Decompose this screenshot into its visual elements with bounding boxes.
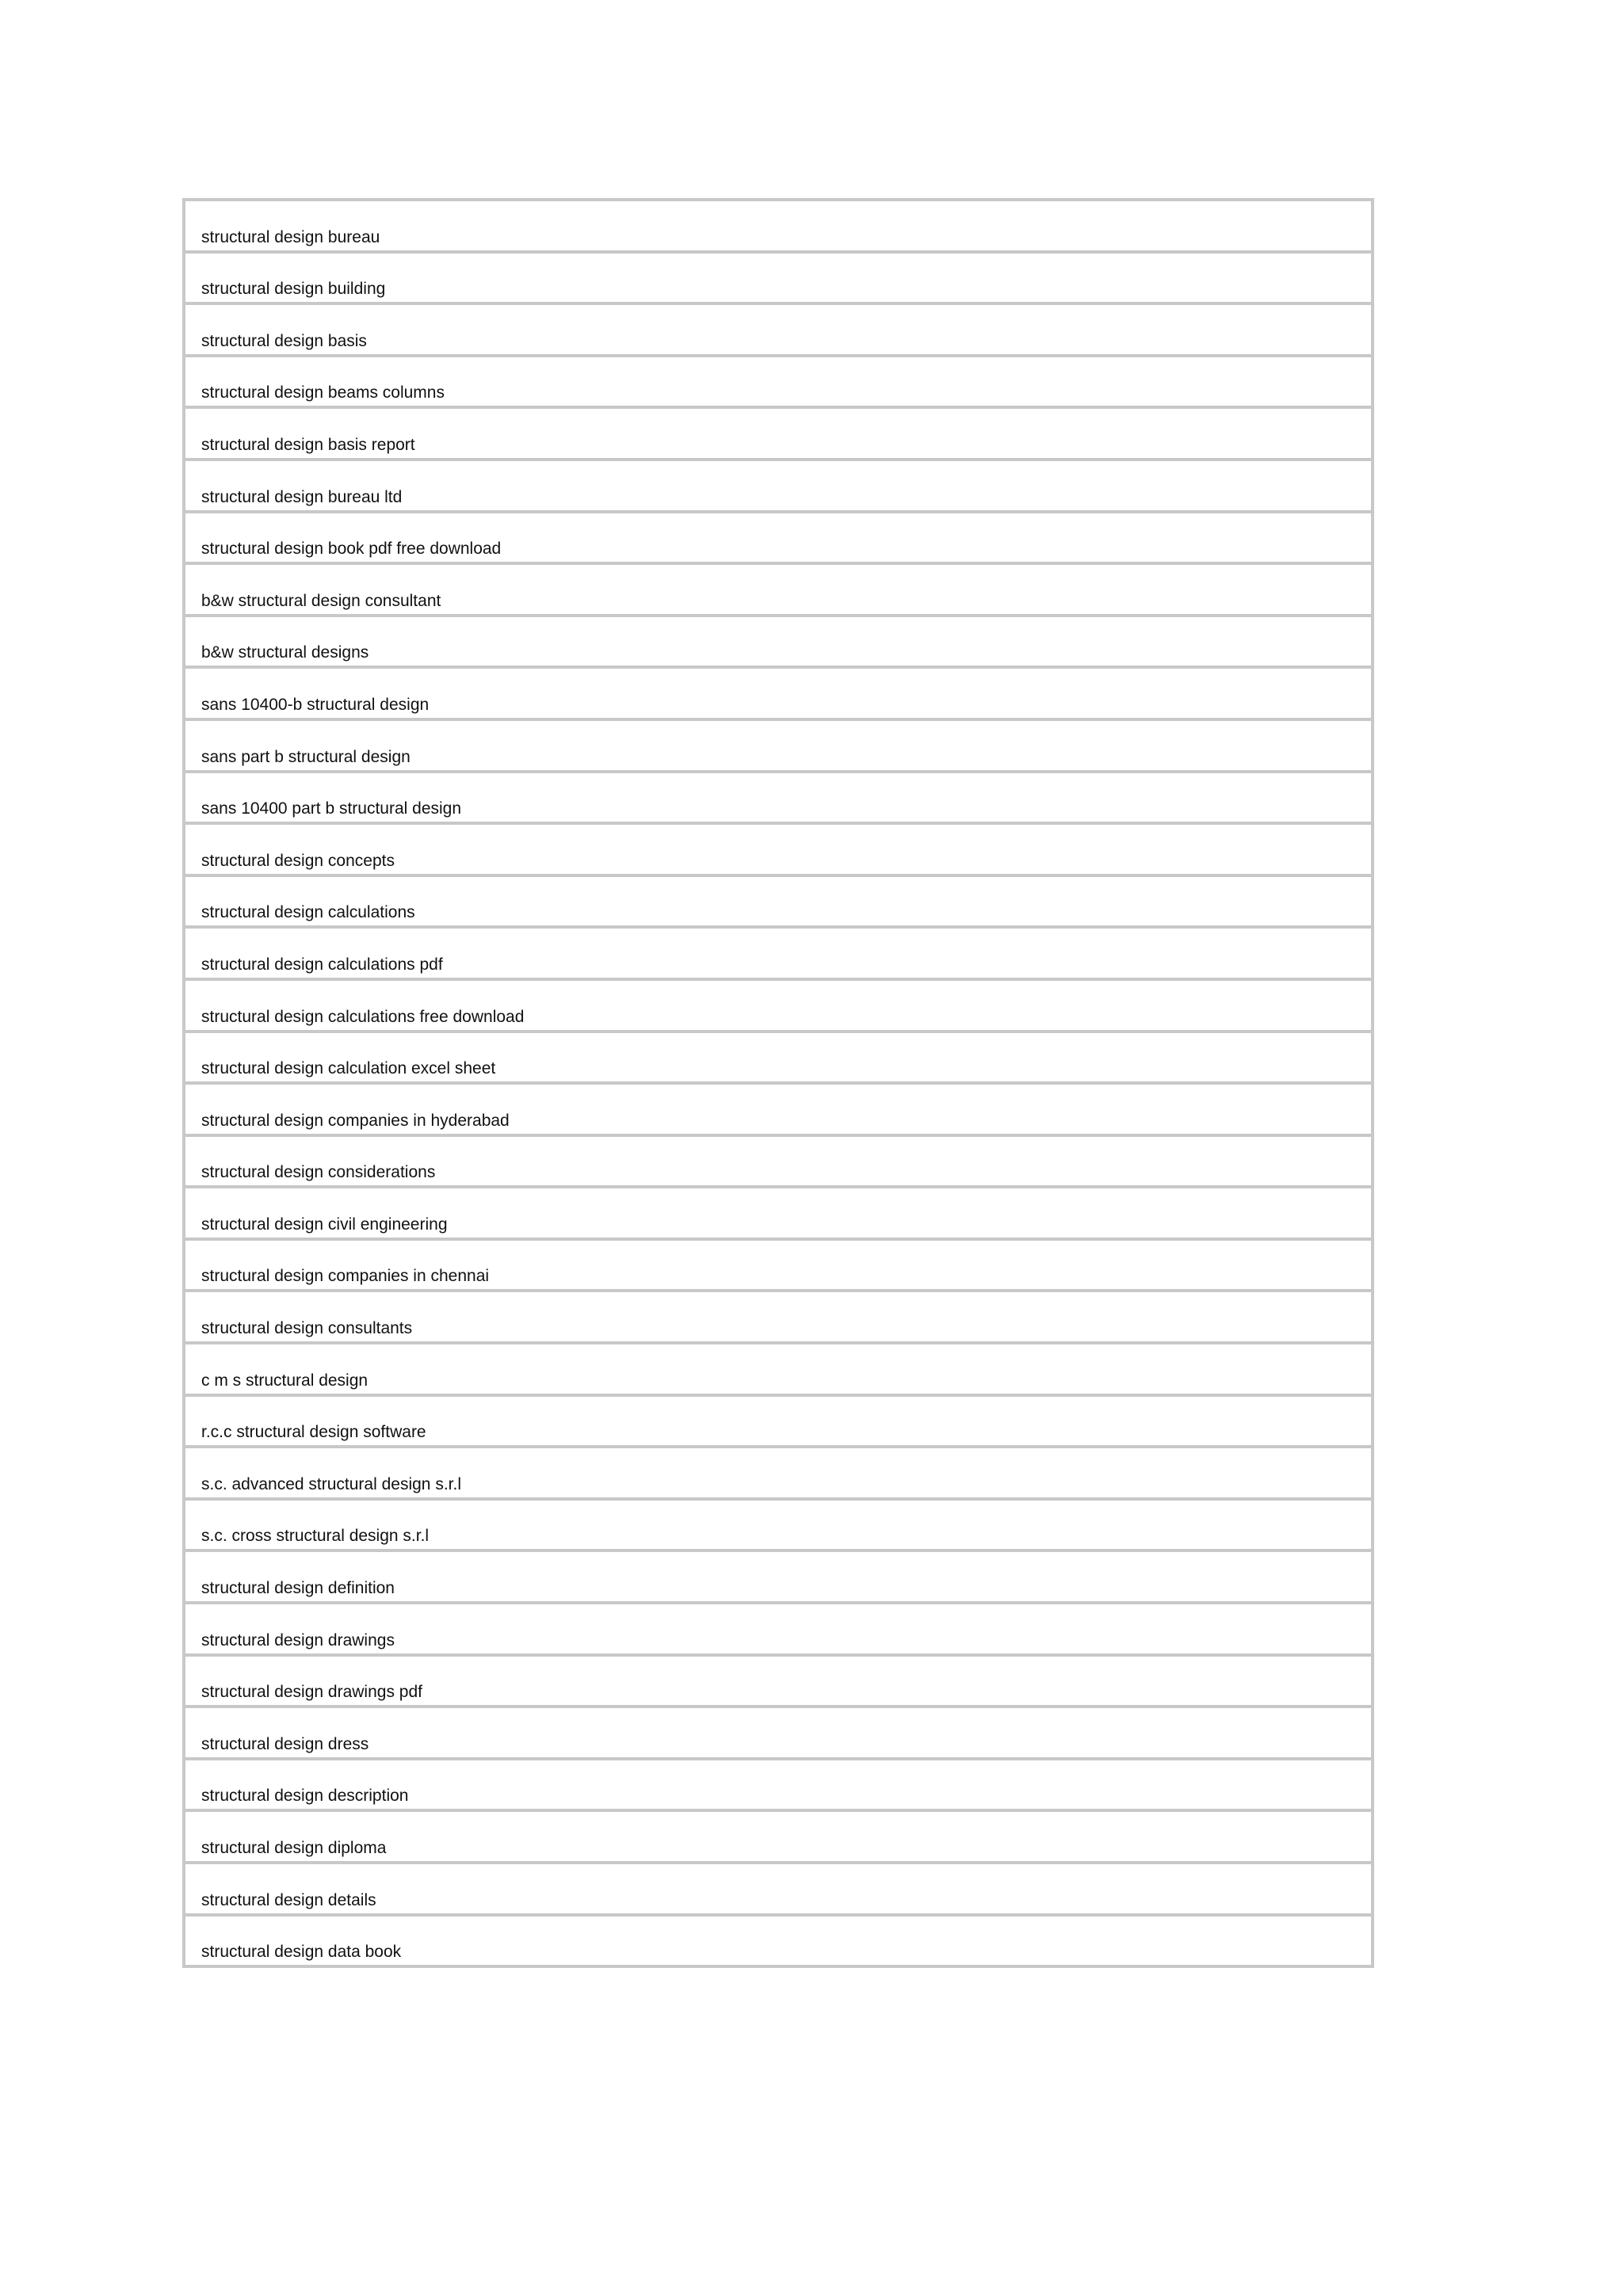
- keyword-cell: structural design drawings pdf: [184, 1655, 1373, 1707]
- table-row: [184, 1239, 1373, 1291]
- table-row: [184, 1135, 1373, 1188]
- table-row: [184, 407, 1373, 460]
- table-row: [184, 1759, 1373, 1811]
- keyword-cell: structural design calculations pdf: [184, 927, 1373, 979]
- table-row: [184, 772, 1373, 824]
- keyword-cell: sans 10400 part b structural design: [184, 772, 1373, 824]
- keyword-cell: structural design description: [184, 1759, 1373, 1811]
- keyword-cell: structural design calculations free download: [184, 979, 1373, 1032]
- keyword-cell: structural design details: [184, 1863, 1373, 1915]
- keyword-cell: r.c.c structural design software: [184, 1395, 1373, 1447]
- keyword-table: [182, 198, 1374, 1968]
- keyword-cell: c m s structural design: [184, 1343, 1373, 1395]
- table-row: [184, 1187, 1373, 1239]
- table-row: [184, 1863, 1373, 1915]
- keyword-cell: structural design basis report: [184, 407, 1373, 460]
- table-row: [184, 512, 1373, 564]
- table-row: [184, 875, 1373, 928]
- keyword-cell: structural design data book: [201, 1943, 402, 1962]
- keyword-cell: s.c. cross structural design s.r.l: [184, 1499, 1373, 1551]
- keyword-cell: structural design bureau ltd: [184, 460, 1373, 512]
- table-row: [184, 1655, 1373, 1707]
- table-row: [184, 1343, 1373, 1395]
- keyword-cell: structural design definition: [184, 1550, 1373, 1603]
- table-row: [184, 1032, 1373, 1084]
- keyword-cell: structural design civil engineering: [184, 1187, 1373, 1239]
- keyword-cell: structural design building: [184, 252, 1373, 304]
- table-row: [184, 1499, 1373, 1551]
- keyword-cell: structural design companies in chennai: [184, 1239, 1373, 1291]
- keyword-cell: structural design considerations: [184, 1135, 1373, 1188]
- keyword-cell: structural design concepts: [184, 823, 1373, 875]
- keyword-cell: structural design calculations: [184, 875, 1373, 928]
- table-row: [184, 1395, 1373, 1447]
- table-row: [184, 1707, 1373, 1759]
- keyword-cell: structural design book pdf free download: [184, 512, 1373, 564]
- table-row: [184, 252, 1373, 304]
- keyword-cell: structural design consultants: [184, 1291, 1373, 1343]
- keyword-cell: b&w structural design consultant: [184, 563, 1373, 616]
- keyword-cell: structural design beams columns: [184, 356, 1373, 408]
- keyword-cell: structural design diploma: [184, 1810, 1373, 1863]
- table-row: [184, 1603, 1373, 1655]
- table-row: [184, 1083, 1373, 1135]
- table-row: [184, 979, 1373, 1032]
- table-row: [184, 667, 1373, 719]
- table-row: [184, 616, 1373, 668]
- table-row: [184, 927, 1373, 979]
- table-row: [184, 823, 1373, 875]
- keyword-cell: structural design basis: [184, 303, 1373, 356]
- table-row: [184, 1447, 1373, 1499]
- table-row: [184, 563, 1373, 616]
- table-row: [184, 1810, 1373, 1863]
- table-row: [184, 719, 1373, 772]
- keyword-cell: sans part b structural design: [184, 719, 1373, 772]
- keyword-cell: structural design bureau: [184, 200, 1373, 252]
- keyword-cell: structural design dress: [184, 1707, 1373, 1759]
- table-row: [184, 1915, 1373, 1967]
- keyword-cell: structural design drawings: [184, 1603, 1373, 1655]
- keyword-cell: s.c. advanced structural design s.r.l: [184, 1447, 1373, 1499]
- table-row: [184, 303, 1373, 356]
- keyword-cell: b&w structural designs: [184, 616, 1373, 668]
- table-row: [184, 460, 1373, 512]
- keyword-cell: sans 10400-b structural design: [184, 667, 1373, 719]
- table-row: [184, 200, 1373, 252]
- keyword-cell: structural design calculation excel sheet: [184, 1032, 1373, 1084]
- table-row: [184, 356, 1373, 408]
- keyword-table-body: [184, 200, 1373, 1966]
- keyword-cell: structural design companies in hyderabad: [184, 1083, 1373, 1135]
- table-row: [184, 1550, 1373, 1603]
- table-row: [184, 1291, 1373, 1343]
